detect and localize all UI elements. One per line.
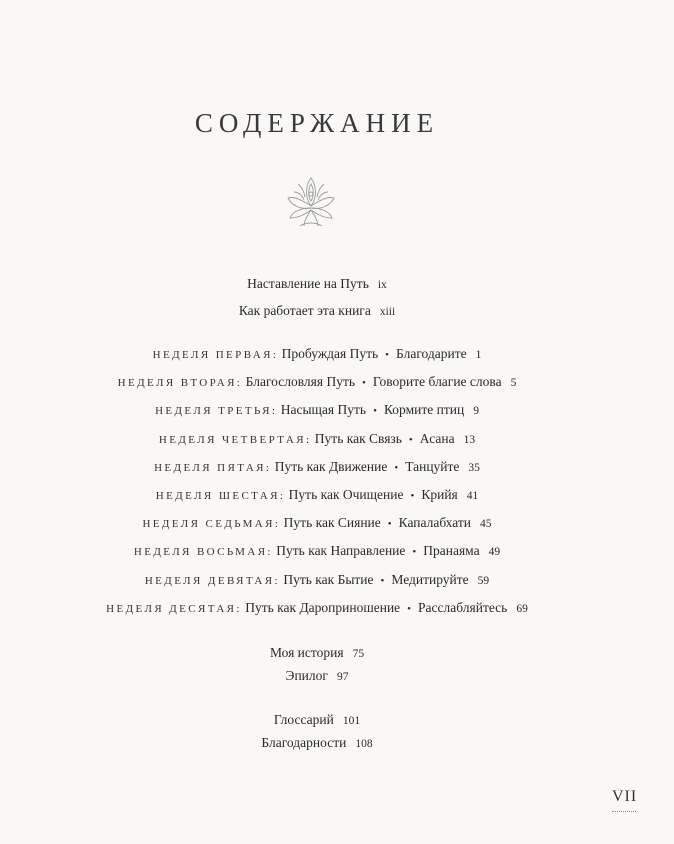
separator: •	[410, 490, 415, 502]
week-label: НЕДЕЛЯ ВТОРАЯ:	[117, 377, 243, 390]
separator: •	[373, 405, 377, 418]
week-theme: Пробуждая Путь	[281, 346, 379, 361]
week-practice: Расслабляйтесь	[418, 599, 508, 615]
toc-week-entry	[0, 430, 634, 449]
week-label: НЕДЕЛЯ ПЯТАЯ:	[154, 461, 272, 474]
week-theme: Благословляя Путь	[245, 374, 356, 390]
separator: •	[362, 377, 366, 390]
separator: •	[408, 433, 413, 446]
week-practice: Кормите птиц	[383, 402, 465, 418]
week-practice: Медитируйте	[391, 571, 469, 587]
week-theme: Путь как Очищение	[288, 487, 404, 502]
toc-week-entry	[0, 458, 634, 477]
week-label: НЕДЕЛЯ ВОСЬМАЯ:	[133, 546, 273, 559]
week-practice: Благодарите	[396, 346, 467, 361]
toc-page-number: xiii	[379, 306, 396, 318]
week-label: НЕДЕЛЯ ТРЕТЬЯ:	[155, 405, 278, 418]
separator: •	[387, 518, 392, 531]
week-practice: Крийя	[421, 487, 458, 502]
toc-page-number: 1	[475, 349, 482, 361]
week-label: НЕДЕЛЯ ДЕВЯТАЯ:	[144, 574, 280, 587]
separator: •	[380, 574, 385, 587]
separator: •	[407, 602, 412, 615]
toc-page-number: 45	[480, 518, 492, 531]
toc-entry-title: Эпилог	[285, 668, 328, 683]
toc-page-number: 75	[352, 648, 365, 660]
separator: •	[394, 461, 399, 474]
toc-week-entry	[0, 542, 634, 561]
week-practice: Асана	[419, 430, 455, 446]
separator: •	[385, 349, 390, 361]
toc-page-number: 9	[473, 405, 479, 418]
toc-page-number: 108	[355, 738, 373, 750]
week-label: НЕДЕЛЯ ШЕСТАЯ:	[155, 490, 286, 502]
week-theme: Путь как Сияние	[283, 515, 381, 531]
toc-entry-title: Благодарности	[261, 735, 347, 750]
toc-page-number: 41	[466, 490, 479, 502]
toc-week-entry	[0, 571, 634, 590]
week-label: НЕДЕЛЯ ПЕРВАЯ:	[152, 349, 279, 361]
toc-entry-title: Глоссарий	[273, 712, 334, 727]
toc-page-number: ix	[377, 279, 387, 291]
week-practice: Капалабхати	[398, 515, 472, 531]
toc-entry	[0, 734, 634, 753]
week-theme: Путь как Бытие	[283, 571, 374, 587]
page-title: СОДЕРЖАНИЕ	[194, 108, 440, 138]
week-theme: Насыщая Путь	[280, 402, 367, 418]
week-label: НЕДЕЛЯ ЧЕТВЕРТАЯ:	[158, 433, 312, 446]
toc-page-number: 35	[468, 461, 480, 474]
folio-rule	[612, 811, 636, 812]
page-number: VII	[612, 788, 638, 805]
toc-week-entry	[0, 345, 634, 364]
toc-entry-title: Наставление на Путь	[247, 276, 369, 291]
toc-page-number: 101	[342, 715, 361, 727]
week-label: НЕДЕЛЯ СЕДЬМАЯ:	[142, 518, 281, 531]
toc-entry	[0, 711, 634, 730]
lotus-icon	[280, 170, 342, 232]
week-practice: Пранаяма	[423, 543, 480, 559]
toc-entry	[0, 644, 634, 663]
toc-week-entry	[0, 599, 634, 618]
toc-entry	[0, 302, 634, 321]
toc-week-entry	[0, 514, 634, 533]
week-label: НЕДЕЛЯ ДЕСЯТАЯ:	[106, 602, 242, 615]
toc-page-number: 59	[477, 574, 490, 587]
toc-entry	[0, 667, 634, 686]
week-theme: Путь как Связь	[314, 430, 402, 446]
toc-week-entry	[0, 373, 634, 392]
week-practice: Говорите благие слова	[372, 374, 502, 390]
toc-entry-title: Как работает эта книга	[238, 303, 371, 318]
toc-page-number: 69	[516, 602, 528, 615]
week-practice: Танцуйте	[405, 458, 460, 474]
week-theme: Путь как Направление	[276, 543, 406, 559]
toc-page-number: 13	[463, 433, 476, 446]
week-theme: Путь как Движение	[274, 458, 388, 474]
toc-week-entry	[0, 401, 634, 420]
toc-week-entry	[0, 486, 634, 505]
separator: •	[412, 546, 417, 559]
toc-page-number: 97	[336, 671, 349, 683]
toc-page-number: 49	[488, 546, 501, 559]
toc-entry-title: Моя история	[269, 645, 344, 660]
toc-entry	[0, 275, 634, 294]
toc-page-number: 5	[510, 377, 517, 390]
week-theme: Путь как Дароприношение	[245, 599, 401, 615]
